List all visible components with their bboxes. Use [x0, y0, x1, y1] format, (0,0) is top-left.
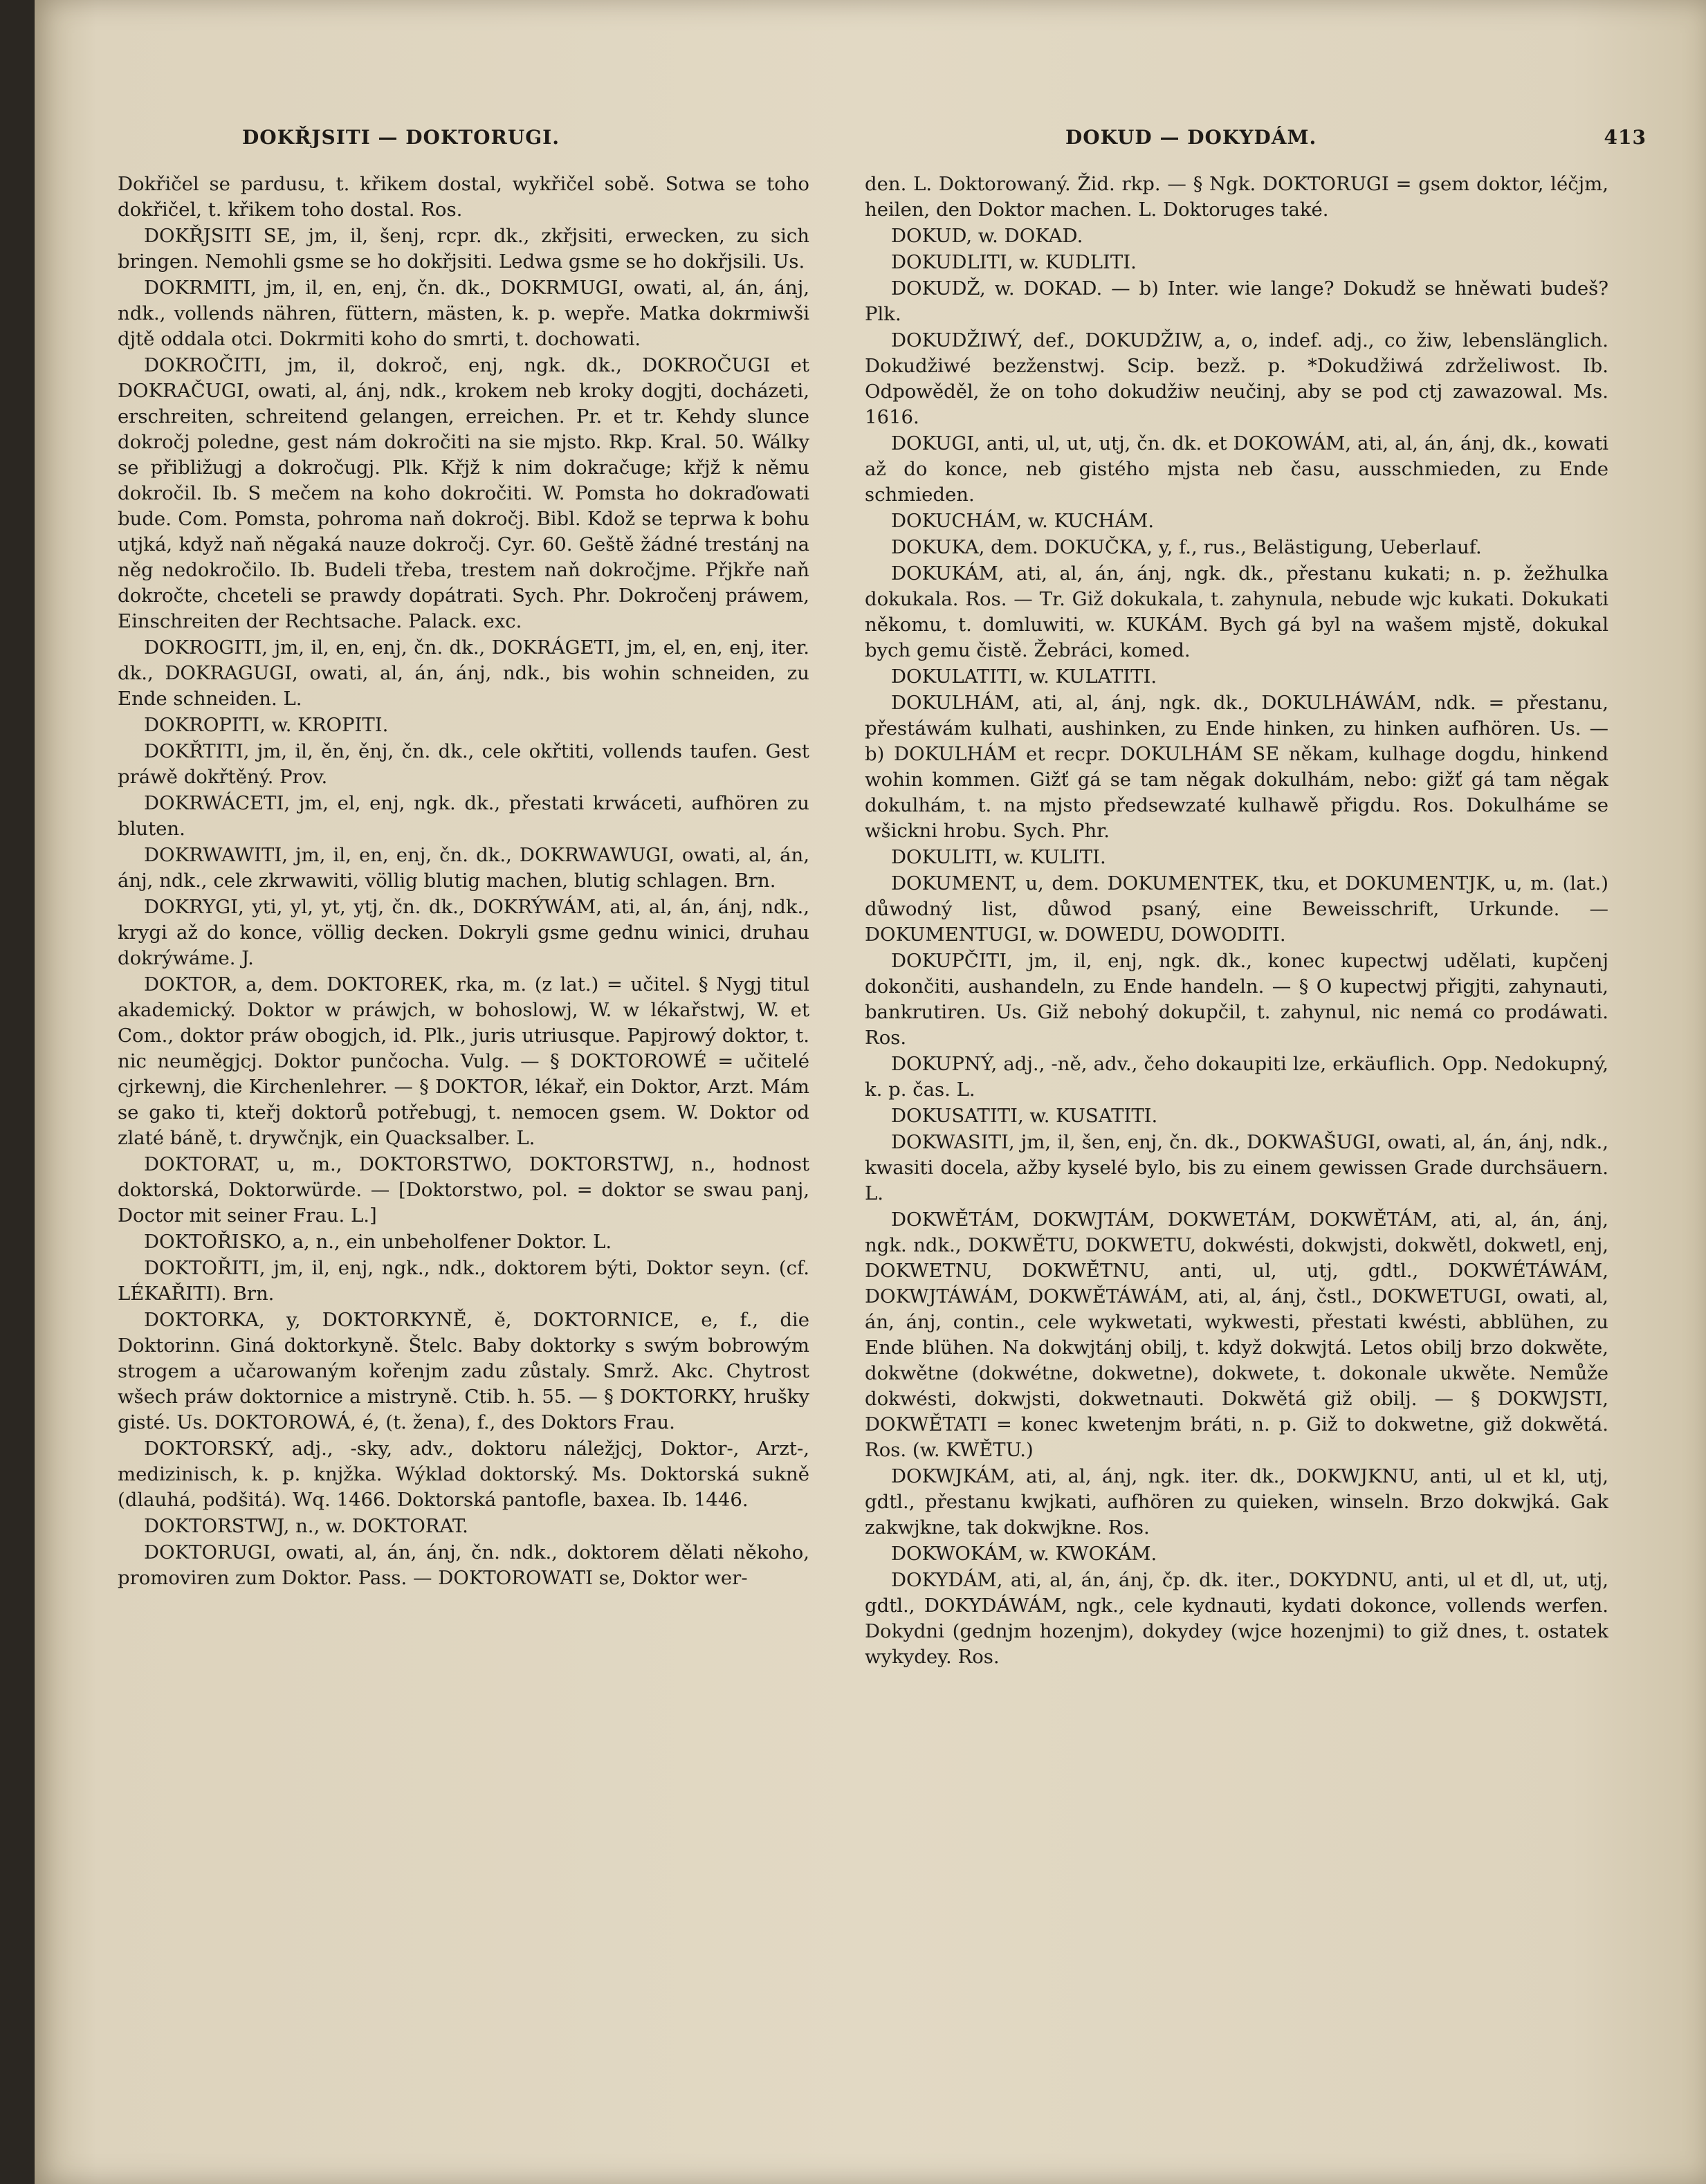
page-number: 413: [1604, 126, 1647, 149]
dictionary-entry: DOKUSATITI, w. KUSATITI.: [891, 1105, 1158, 1127]
dictionary-entry: DOKUKA, dem. DOKUČKA, y, f., rus., Belästigung, Ueberlauf.: [891, 536, 1482, 558]
dictionary-entry: DOKUCHÁM, w. KUCHÁM.: [891, 510, 1155, 532]
dictionary-entry: DOKTORKA, y, DOKTORKYNĚ, ě, DOKTORNICE, e, f., die Doktorinn. Giná doktorkyně. Štelc. Baby doktorky s swým bobrowým strogem a učarowaným kořenjm zadu zůstaly. Smrž. Akc. Chytrost wšech práw doktornice a mistryně. Ctib. h. 55. — § DOKTORKY, hrušky gisté. Us. DOKTOROWÁ, é, (t. žena), f., des Doktors Frau.: [118, 1309, 809, 1433]
dictionary-entry: DOKUPNÝ, adj., -ně, adv., čeho dokaupiti lze, erkäuflich. Opp. Nedokupný, k. p. čas. L.: [865, 1053, 1608, 1101]
dictionary-entry: DOKROGITI, jm, il, en, enj, čn. dk., DOKRÁGETI, jm, el, en, enj, iter. dk., DOKRAGUGI, owati, al, án, ánj, ndk., bis wohin schneiden, zu Ende schneiden. L.: [118, 636, 809, 710]
dictionary-entry: DOKULHÁM, ati, al, ánj, ngk. dk., DOKULHÁWÁM, ndk. = přestanu, přestáwám kulhati, aushinken, zu Ende hinken, zu hinken aufhören. Us. — b) DOKULHÁM et recpr. DOKULHÁM SE někam, kulhage dogdu, hinkend wohin kommen. Gižť gá se tam něgak dokulhám, nebo: gižť gá tam něgak dokulhám, t. na mjsto předsewzaté kulhawě přigdu. Ros. Dokulháme se wšickni hrobu. Sych. Phr.: [865, 692, 1608, 842]
dictionary-entry: Dokřičel se pardusu, t. křikem dostal, wykřičel sobě. Sotwa se toho dokřičel, t. křikem toho dostal. Ros.: [118, 173, 809, 221]
dictionary-entry: DOKTORUGI, owati, al, án, ánj, čn. ndk., doktorem dělati někoho, promoviren zum Doktor. Pass. — DOKTOROWATI se, Doktor wer-: [118, 1541, 809, 1589]
dictionary-entry: DOKTOŘITI, jm, il, enj, ngk., ndk., doktorem býti, Doktor seyn. (cf. LÉKAŘITI). Brn.: [118, 1257, 809, 1305]
dictionary-entry: DOKTORSTWJ, n., w. DOKTORAT.: [144, 1515, 468, 1537]
dictionary-page: [35, 0, 1706, 2184]
dictionary-entry: DOKŘTITI, jm, il, ěn, ěnj, čn. dk., cele okřtiti, vollends taufen. Gest práwě dokřtěný. Prov.: [118, 740, 809, 788]
dictionary-entry: DOKTOR, a, dem. DOKTOREK, rka, m. (z lat.) = učitel. § Nygj titul akademický. Doktor w práwjch, w bohoslowj, W. w lékařstwj, W. et Com., doktor práw obogjch, id. Plk., juris utriusque. Papjrowý doktor, t. nic neuměgjcj. Doktor punčocha. Vulg. — § DOKTOROWÉ = učitelé cjrkewnj, die Kirchenlehrer. — § DOKTOR, lékař, ein Doktor, Arzt. Mám se gako ti, kteřj doktorů potřebugj, t. nemocen gsem. W. Doktor od zlaté báně, t. drywčnjk, ein Quacksalber. L.: [118, 973, 809, 1149]
dictionary-entry: DOKWJKÁM, ati, al, ánj, ngk. iter. dk., DOKWJKNU, anti, ul et kl, utj, gdtl., přestanu kwjkati, aufhören zu quieken, winseln. Brzo dokwjká. Gak zakwjkne, tak dokwjkne. Ros.: [865, 1465, 1608, 1539]
dictionary-entry: DOKRMITI, jm, il, en, enj, čn. dk., DOKRMUGI, owati, al, án, ánj, ndk., vollends nähren, füttern, mästen, k. p. wepře. Matka dokrmiwši djtě oddala otci. Dokrmiti koho do smrti, t. dochowati.: [118, 277, 809, 350]
dictionary-entry: DOKRYGI, yti, yl, yt, ytj, čn. dk., DOKRÝWÁM, ati, al, án, ánj, ndk., krygi až do konce, völlig decken. Dokryli gsme gednu winici, druhau dokrýwáme. J.: [118, 896, 809, 969]
right-column: [865, 172, 1608, 2095]
dictionary-entry: DOKWĚTÁM, DOKWJTÁM, DOKWETÁM, DOKWĚTÁM, ati, al, án, ánj, ngk. ndk., DOKWĚTU, DOKWETU, dokwésti, dokwjsti, dokwětl, dokwetl, enj, DOKWETNU, DOKWĚTNU, anti, ul, utj, gdtl., DOKWÉTÁWÁM, DOKWJTÁWÁM, DOKWĚTÁWÁM, ati, al, ánj, čstl., DOKWETUGI, owati, al, án, ánj, contin., cele wykwetati, wykwesti, přestati kwésti, abblühen, zu Ende blühen. Na dokwjtánj obilj, t. když dokwjtá. Letos obilj brzo dokwěte, dokwětne (dokwétne, dokwetne), dokwete, t. dokonale ukwěte. Nemůže dokwésti, dokwjsti, dokwetnauti. Dokwětá giž obilj. — § DOKWJSTI, DOKWĚTATI = konec kwetenjm bráti, n. p. Giž to dokwetne, giž dokwětá. Ros. (w. KWĚTU.): [865, 1209, 1608, 1461]
dictionary-entry: DOKTOŘISKO, a, n., ein unbeholfener Doktor. L.: [144, 1231, 612, 1253]
dictionary-entry: DOKWASITI, jm, il, šen, enj, čn. dk., DOKWAŠUGI, owati, al, án, ánj, ndk., kwasiti docela, ažby kyselé bylo, bis zu einem gewissen Grade durchsäuern. L.: [865, 1131, 1608, 1204]
dictionary-entry: DOKTORSKÝ, adj., -sky, adv., doktoru náležjcj, Doktor-, Arzt-, medizinisch, k. p. knjžka. Wýklad doktorský. Ms. Doktorská sukně (dlauhá, podšitá). Wq. 1466. Doktorská pantofle, baxea. Ib. 1446.: [118, 1438, 809, 1511]
left-running-title: DOKŘJSITI — DOKTORUGI.: [242, 126, 560, 149]
dictionary-entry: DOKŘJSITI SE, jm, il, šenj, rcpr. dk., zkřjsiti, erwecken, zu sich bringen. Nemohli gsme se ho dokřjsiti. Ledwa gsme se ho dokřjsili. Us.: [118, 225, 809, 273]
dictionary-entry: DOKUKÁM, ati, al, án, ánj, ngk. dk., přestanu kukati; n. p. žežhulka dokukala. Ros. — Tr. Giž dokukala, t. zahynula, nebude wjc kukati. Dokukati někomu, t. domluwiti, w. KUKÁM. Bych gá byl na wašem mjstě, dokukal bych gemu čistě. Žebráci, komed.: [865, 562, 1608, 661]
dictionary-entry: DOKRWÁCETI, jm, el, enj, ngk. dk., přestati krwáceti, aufhören zu bluten.: [118, 792, 809, 840]
dictionary-entry: DOKUDLITI, w. KUDLITI.: [891, 251, 1137, 273]
dictionary-entry: DOKUPČITI, jm, il, enj, ngk. dk., konec kupectwj udělati, kupčenj dokončiti, aushandeln, zu Ende handeln. — § O kupectwj přigjti, zahynauti, bankrutiren. Us. Giž nebohý dokupčil, t. zahynul, nic nemá co prodáwati. Ros.: [865, 950, 1608, 1049]
dictionary-entry: DOKUDŽIWÝ, def., DOKUDŽIW, a, o, indef. adj., co žiw, lebenslänglich. Dokudžiwé bezženstwj. Scip. bezž. p. *Dokudžiwá zdrželiwost. Ib. Odpowěděl, že on toho dokudžiw neučinj, aby se pod ctj zawazowal. Ms. 1616.: [865, 329, 1608, 428]
dictionary-entry: DOKROČITI, jm, il, dokroč, enj, ngk. dk., DOKROČUGI et DOKRAČUGI, owati, al, ánj, ndk., krokem neb kroky dogjti, docházeti, erschreiten, schreitend gelangen, erreichen. Pr. et tr. Kehdy slunce dokročj poledne, gest nám dokročiti na sie mjsto. Rkp. Kral. 50. Wálky se přibližugj a dokročugj. Plk. Křjž k nim dokračuge; křjž k němu dokročil. Ib. S mečem na koho dokročiti. W. Pomsta ho dokraďowati bude. Com. Pomsta, pohroma naň dokročj. Bibl. Kdož se teprwa k bohu utjká, když naň něgaká nauze dokročj. Cyr. 60. Geště žádné trestánj na něg nedokročilo. Ib. Budeli třeba, trestem naň dokročjme. Přjkře naň dokročte, chceteli se prawdy dopátrati. Sych. Phr. Dokročenj práwem, Einschreiten der Rechtsache. Palack. exc.: [118, 354, 809, 632]
right-running-title: DOKUD — DOKYDÁM.: [1065, 126, 1317, 149]
dictionary-entry: DOKYDÁM, ati, al, án, ánj, čp. dk. iter., DOKYDNU, anti, ul et dl, ut, utj, gdtl., DOKYDÁWÁM, ngk., cele kydnauti, kydati dokonce, vollends werfen. Dokydni (gednjm hozenjm), dokydey (wjce hozenjmi) to giž dnes, t. ostatek wykydey. Ros.: [865, 1569, 1608, 1668]
dictionary-entry: DOKUGI, anti, ul, ut, utj, čn. dk. et DOKOWÁM, ati, al, án, ánj, dk., kowati až do konce, neb gistého mjsta neb času, ausschmieden, zu Ende schmieden.: [865, 432, 1608, 506]
dictionary-entry: DOKRWAWITI, jm, il, en, enj, čn. dk., DOKRWAWUGI, owati, al, án, ánj, ndk., cele zkrwawiti, völlig blutig machen, blutig schlagen. Brn.: [118, 844, 809, 892]
page-header: [242, 126, 1647, 159]
dictionary-entry: DOKUMENT, u, dem. DOKUMENTEK, tku, et DOKUMENTJK, u, m. (lat.) důwodný list, důwod psaný, eine Beweisschrift, Urkunde. — DOKUMENTUGI, w. DOWEDU, DOWODITI.: [865, 872, 1608, 946]
dictionary-entry: DOKULITI, w. KULITI.: [891, 846, 1106, 868]
dictionary-entry: DOKROPITI, w. KROPITI.: [144, 714, 389, 736]
left-column: [118, 172, 809, 2095]
dictionary-entry: DOKUDŽ, w. DOKAD. — b) Inter. wie lange? Dokudž se hněwati budeš? Plk.: [865, 277, 1608, 325]
dictionary-entry: DOKUD, w. DOKAD.: [891, 225, 1083, 247]
dictionary-entry: DOKULATITI, w. KULATITI.: [891, 666, 1157, 688]
dictionary-entry: DOKTORAT, u, m., DOKTORSTWO, DOKTORSTWJ, n., hodnost doktorská, Doktorwürde. — [Doktorstwo, pol. = doktor se swau panj, Doctor mit seiner Frau. L.]: [118, 1153, 809, 1227]
dictionary-entry: DOKWOKÁM, w. KWOKÁM.: [891, 1543, 1157, 1565]
dictionary-entry: den. L. Doktorowaný. Žid. rkp. — § Ngk. DOKTORUGI = gsem doktor, léčjm, heilen, den Doktor machen. L. Doktoruges také.: [865, 173, 1608, 221]
